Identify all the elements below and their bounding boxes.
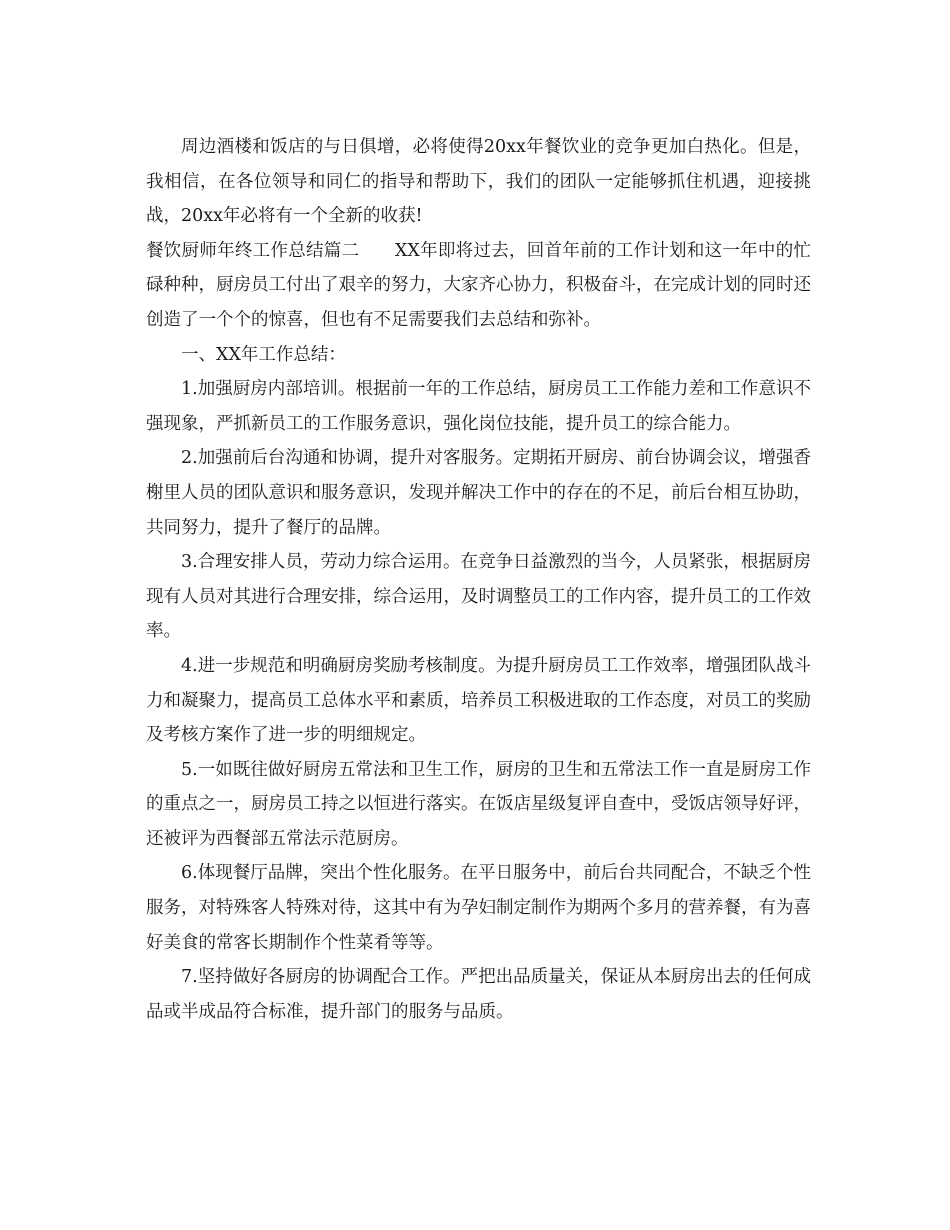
paragraph-intro: 周边酒楼和饭店的与日俱增，必将使得20xx年餐饮业的竞争更加白热化。但是，我相信，在各位领导和同仁的指导和帮助下，我们的团队一定能够抓住机遇，迎接挑战，20xx年必将有一个全新的收获!: [146, 137, 811, 227]
paragraph-section-title: 餐饮厨师年终工作总结篇二 XX年即将过去，回首年前的工作计划和这一年中的忙碌种种，厨房员工付出了艰辛的努力，大家齐心协力，积极奋斗，在完成计划的同时还创造了一个个的惊喜，但也有不足需要我们去总结和弥补。: [146, 240, 811, 330]
paragraph-summary-heading: 一、XX年工作总结：: [181, 344, 346, 365]
paragraph-item-7: 7.坚持做好各厨房的协调配合工作。严把出品质量关，保证从本厨房出去的任何成品或半成品符合标准，提升部门的服务与品质。: [146, 967, 811, 1022]
paragraph-item-1: 1.加强厨房内部培训。根据前一年的工作总结，厨房员工工作能力差和工作意识不强现象，严抓新员工的工作服务意识，强化岗位技能，提升员工的综合能力。: [146, 379, 811, 434]
paragraph-item-2: 2.加强前后台沟通和协调，提升对客服务。定期拓开厨房、前台协调会议，增强香榭里人员的团队意识和服务意识，发现并解决工作中的存在的不足，前后台相互协助，共同努力，提升了餐厅的品牌。: [146, 448, 811, 538]
paragraph-item-3: 3.合理安排人员，劳动力综合运用。在竞争日益激烈的当今，人员紧张，根据厨房现有人员对其进行合理安排，综合运用，及时调整员工的工作内容，提升员工的工作效率。: [146, 552, 811, 642]
paragraph-item-6: 6.体现餐厅品牌，突出个性化服务。在平日服务中，前后台共同配合，不缺乏个性服务，对特殊客人特殊对待，这其中有为孕妇制定制作为期两个多月的营养餐，有为喜好美食的常客长期制作个性菜肴等等。: [146, 863, 811, 953]
paragraph-item-4: 4.进一步规范和明确厨房奖励考核制度。为提升厨房员工工作效率，增强团队战斗力和凝聚力，提高员工总体水平和素质，培养员工积极进取的工作态度，对员工的奖励及考核方案作了进一步的明细规定。: [146, 655, 811, 746]
document-body: [146, 130, 811, 1029]
paragraph-item-5: 5.一如既往做好厨房五常法和卫生工作，厨房的卫生和五常法工作一直是厨房工作的重点之一，厨房员工持之以恒进行落实。在饭店星级复评自查中，受饭店领导好评，还被评为西餐部五常法示范厨房。: [146, 759, 811, 849]
